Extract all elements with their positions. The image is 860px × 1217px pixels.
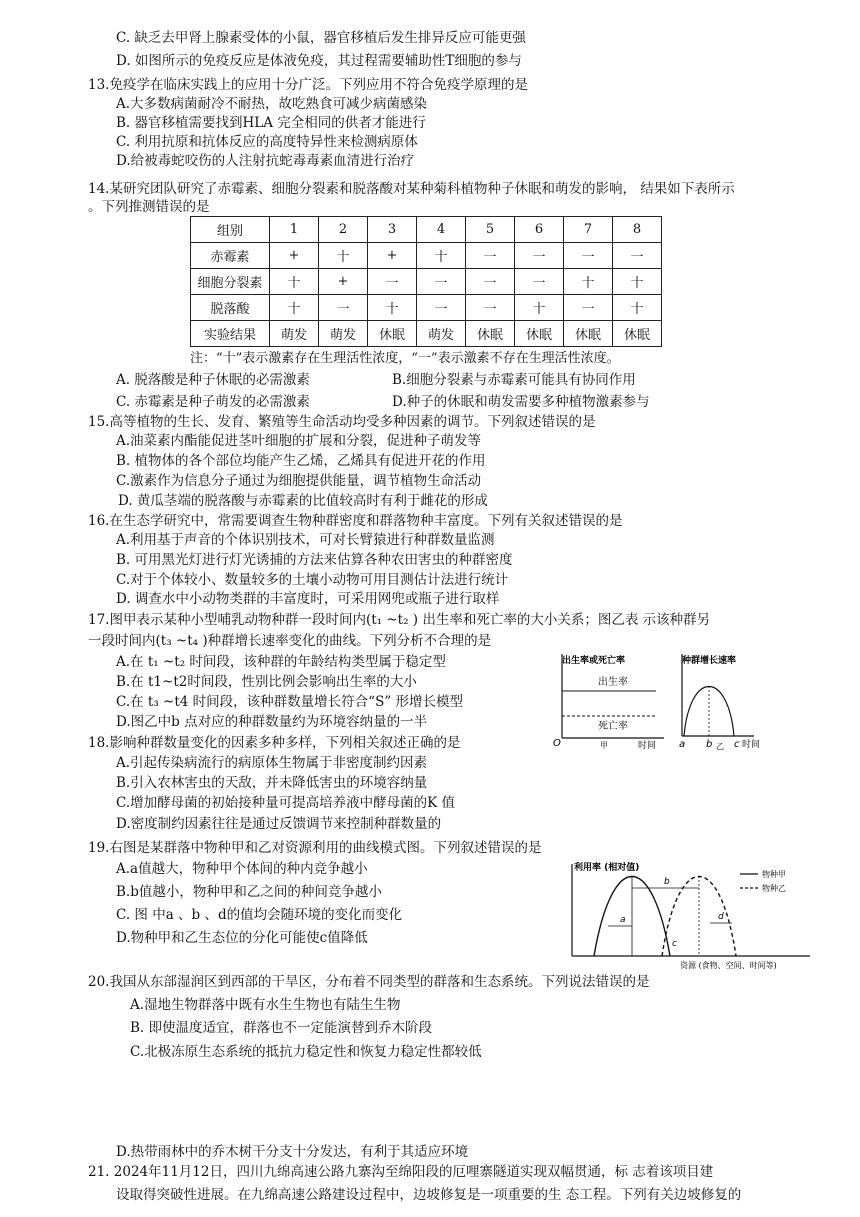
figure-caption: 甲	[600, 741, 608, 750]
table-cell: 一	[319, 295, 368, 321]
q14-option-b: B.细胞分裂素与赤霉素可能具有协同作用	[392, 372, 636, 388]
legend-jia-label: 物种甲	[762, 870, 786, 879]
death-rate-label: 死亡率	[598, 721, 628, 732]
table-cell: 一	[466, 269, 515, 295]
table-cell: 组别	[191, 217, 270, 243]
q13-stem: 13.免疫学在临床实践上的应用十分广泛。下列应用不符合免疫学原理的是	[88, 77, 528, 93]
table-cell: 5	[466, 217, 515, 243]
q21-stem-line1: 21. 2024年11月12日，四川九绵高速公路九寨沟至绵阳段的厄哩寨隧道实现双幅贯通，标 志着该项目建	[88, 1164, 714, 1180]
q16-option-a: A.利用基于声音的个体识别技术，可对长臂猿进行种群数量监测	[116, 532, 495, 548]
table-cell: 一	[417, 295, 466, 321]
table-cell: 7	[564, 217, 613, 243]
q14-stem-line1: 14.某研究团队研究了赤霉素、细胞分裂素和脱落酸对某种菊科植物种子休眠和萌发的影响， 结果如下表所示	[88, 181, 735, 197]
q20-option-a: A.湿地生物群落中既有水生生物也有陆生生物	[130, 997, 401, 1013]
label-c: c	[672, 939, 677, 949]
table-cell: +	[270, 243, 319, 269]
x-axis-label: 时间	[638, 741, 657, 750]
table-cell: 2	[319, 217, 368, 243]
q15-option-b: B. 植物体的各个部位均能产生乙烯，乙烯具有促进开花的作用	[116, 453, 486, 469]
label-a: a	[620, 915, 626, 925]
label-b: b	[664, 877, 670, 887]
q16-option-d: D. 调查水中小动物类群的丰富度时，可采用网兜或瓶子进行取样	[116, 591, 500, 607]
q14-option-d: D.种子的休眠和萌发需要多种植物激素参与	[392, 394, 650, 410]
q14-option-a: A. 脱落酸是种子休眠的必需激素	[116, 372, 310, 388]
table-cell: 4	[417, 217, 466, 243]
y-axis-label: 种群增长速率	[682, 656, 737, 666]
q15-option-d: D. 黄瓜茎端的脱落酸与赤霉素的比值较高时有利于雌花的形成	[118, 493, 488, 509]
q19-option-c: C. 图 中a 、b 、d的值均会随环境的变化而变化	[116, 907, 403, 923]
table-cell: 萌发	[270, 321, 319, 347]
q14-stem-line2: 。下列推测错误的是	[88, 199, 210, 215]
table-cell: 一	[564, 243, 613, 269]
q17-stem-line2: 一段时间内(t₃ ~t₄ )种群增长速率变化的曲线。下列分析不合理的是	[88, 633, 492, 649]
table-row	[191, 269, 662, 295]
q14-table-note: 注：“十”表示激素存在生理活性浓度，“一”表示激素不存在生理活性浓度。	[190, 351, 620, 366]
q18-option-c: C.增加酵母菌的初始接种量可提高培养液中酵母菌的K 值	[116, 795, 456, 811]
q17-figure-yi	[674, 650, 786, 750]
table-header-row	[191, 217, 662, 243]
q16-option-b: B. 可用黑光灯进行灯光诱捕的方法来估算各种农田害虫的种群密度	[116, 552, 513, 568]
q15-option-a: A.油菜素内酯能促进茎叶细胞的扩展和分裂，促进种子萌发等	[116, 433, 482, 449]
table-row	[191, 295, 662, 321]
table-cell: 十	[270, 269, 319, 295]
point-b-label: b	[706, 739, 713, 750]
q19-option-a: A.a值越大，物种甲个体间的种内竞争越小	[116, 861, 368, 877]
table-cell: 十	[368, 295, 417, 321]
table-cell: 一	[368, 269, 417, 295]
table-cell: +	[319, 269, 368, 295]
table-cell: 休眠	[564, 321, 613, 347]
q14-option-c: C. 赤霉素是种子萌发的必需激素	[116, 394, 310, 410]
legend-yi-label: 物种乙	[762, 884, 786, 893]
table-cell: +	[368, 243, 417, 269]
table-cell: 一	[466, 295, 515, 321]
point-c-label: c	[734, 739, 740, 750]
q20-option-d: D.热带雨林中的乔木树干分支十分发达，有利于其适应环境	[116, 1144, 469, 1160]
q13-option-a: A.大多数病菌耐冷不耐热，故吃熟食可减少病菌感染	[116, 96, 428, 112]
table-cell: 一	[564, 295, 613, 321]
table-cell: 6	[515, 217, 564, 243]
q12-option-d: D. 如图所示的免疫反应是体液免疫，其过程需要辅助性T细胞的参与	[116, 53, 522, 69]
table-cell: 休眠	[466, 321, 515, 347]
table-row	[191, 243, 662, 269]
q13-option-c: C. 利用抗原和抗体反应的高度特异性来检测病原体	[116, 134, 418, 150]
q16-option-c: C.对于个体较小、数量较多的土壤小动物可用目测估计法进行统计	[116, 572, 509, 588]
q17-figure-jia	[552, 650, 672, 750]
table-cell: 一	[515, 269, 564, 295]
origin-label: O	[553, 738, 561, 749]
table-cell: 十	[564, 269, 613, 295]
point-a-label: a	[679, 739, 686, 750]
birth-rate-label: 出生率	[598, 677, 628, 688]
q17-option-d: D.图乙中b 点对应的种群数量约为环境容纳量的一半	[116, 714, 428, 730]
x-axis-label: 资源 (食物、空间、时间等)	[680, 961, 777, 970]
q17-option-a: A.在 t₁ ~t₂ 时间段，该种群的年龄结构类型属于稳定型	[116, 654, 446, 670]
q19-resource-use-figure	[560, 858, 815, 970]
table-cell: 一	[613, 243, 662, 269]
table-cell: 实验结果	[191, 321, 270, 347]
q12-option-c: C. 缺乏去甲肾上腺素受体的小鼠，器官移植后发生排异反应可能更强	[116, 30, 526, 46]
table-cell: 赤霉素	[191, 243, 270, 269]
q18-stem: 18.影响种群数量变化的因素多种多样，下列相关叙述正确的是	[88, 735, 461, 751]
table-cell: 休眠	[515, 321, 564, 347]
table-cell: 十	[417, 243, 466, 269]
table-cell: 十	[613, 269, 662, 295]
q18-option-b: B.引入农林害虫的天敌，并未降低害虫的环境容纳量	[116, 775, 428, 791]
q20-stem: 20.我国从东部湿润区到西部的干旱区，分布着不同类型的群落和生态系统。下列说法错误的是	[88, 974, 650, 990]
q13-option-b: B. 器官移植需要找到HLA 完全相同的供者才能进行	[116, 115, 426, 131]
q19-option-d: D.物种甲和乙生态位的分化可能使c值降低	[116, 930, 368, 946]
q18-option-d: D.密度制约因素往往是通过反馈调节来控制种群数量的	[116, 816, 442, 832]
table-cell: 3	[368, 217, 417, 243]
table-cell: 一	[466, 243, 515, 269]
figure-caption: 乙	[716, 742, 724, 750]
q20-option-b: B. 即使温度适宜，群落也不一定能演替到乔木阶段	[130, 1020, 433, 1036]
q17-option-b: B.在 t1~t2时间段，性别比例会影响出生率的大小	[116, 674, 417, 690]
table-row	[191, 321, 662, 347]
table-cell: 萌发	[319, 321, 368, 347]
table-cell: 萌发	[417, 321, 466, 347]
q21-stem-line2: 设取得突破性进展。在九绵高速公路建设过程中，边坡修复是一项重要的生 态工程。下列有关边坡修复的	[116, 1187, 742, 1203]
q18-option-a: A.引起传染病流行的病原体生物属于非密度制约因素	[116, 755, 428, 771]
q14-results-table	[190, 216, 662, 347]
table-cell: 一	[417, 269, 466, 295]
table-cell: 1	[270, 217, 319, 243]
q19-option-b: B.b值越小，物种甲和乙之间的种间竞争越小	[116, 884, 382, 900]
table-cell: 8	[613, 217, 662, 243]
table-cell: 休眠	[613, 321, 662, 347]
q19-stem: 19.右图是某群落中物种甲和乙对资源利用的曲线模式图。下列叙述错误的是	[88, 840, 542, 856]
y-axis-label: 出生率或死亡率	[562, 656, 626, 666]
q20-option-c: C.北极冻原生态系统的抵抗力稳定性和恢复力稳定性都较低	[130, 1044, 482, 1060]
table-cell: 十	[319, 243, 368, 269]
table-cell: 十	[270, 295, 319, 321]
table-cell: 脱落酸	[191, 295, 270, 321]
y-axis-label: 利用率 (相对值)	[574, 863, 640, 873]
q15-stem: 15.高等植物的生长、发育、繁殖等生命活动均受多种因素的调节。下列叙述错误的是	[88, 414, 596, 430]
table-cell: 十	[613, 295, 662, 321]
table-cell: 十	[515, 295, 564, 321]
q17-option-c: C.在 t₃ ~t4 时间段，该种群数量增长符合“S” 形增长模型	[116, 694, 464, 710]
table-cell: 休眠	[368, 321, 417, 347]
q13-option-d: D.给被毒蛇咬伤的人注射抗蛇毒毒素血清进行治疗	[116, 153, 415, 169]
q16-stem: 16.在生态学研究中，常需要调查生物种群密度和群落物种丰富度。下列有关叙述错误的是	[88, 513, 623, 529]
table-cell: 细胞分裂素	[191, 269, 270, 295]
q17-stem-line1: 17.图甲表示某种小型哺乳动物种群一段时间内(t₁ ~t₂ ) 出生率和死亡率的大小关系；图乙表 示该种群另	[88, 612, 711, 628]
x-axis-label: 时间	[742, 740, 761, 750]
table-cell: 一	[515, 243, 564, 269]
label-d: d	[718, 912, 724, 922]
q15-option-c: C.激素作为信息分子通过为细胞提供能量，调节植物生命活动	[116, 473, 482, 489]
